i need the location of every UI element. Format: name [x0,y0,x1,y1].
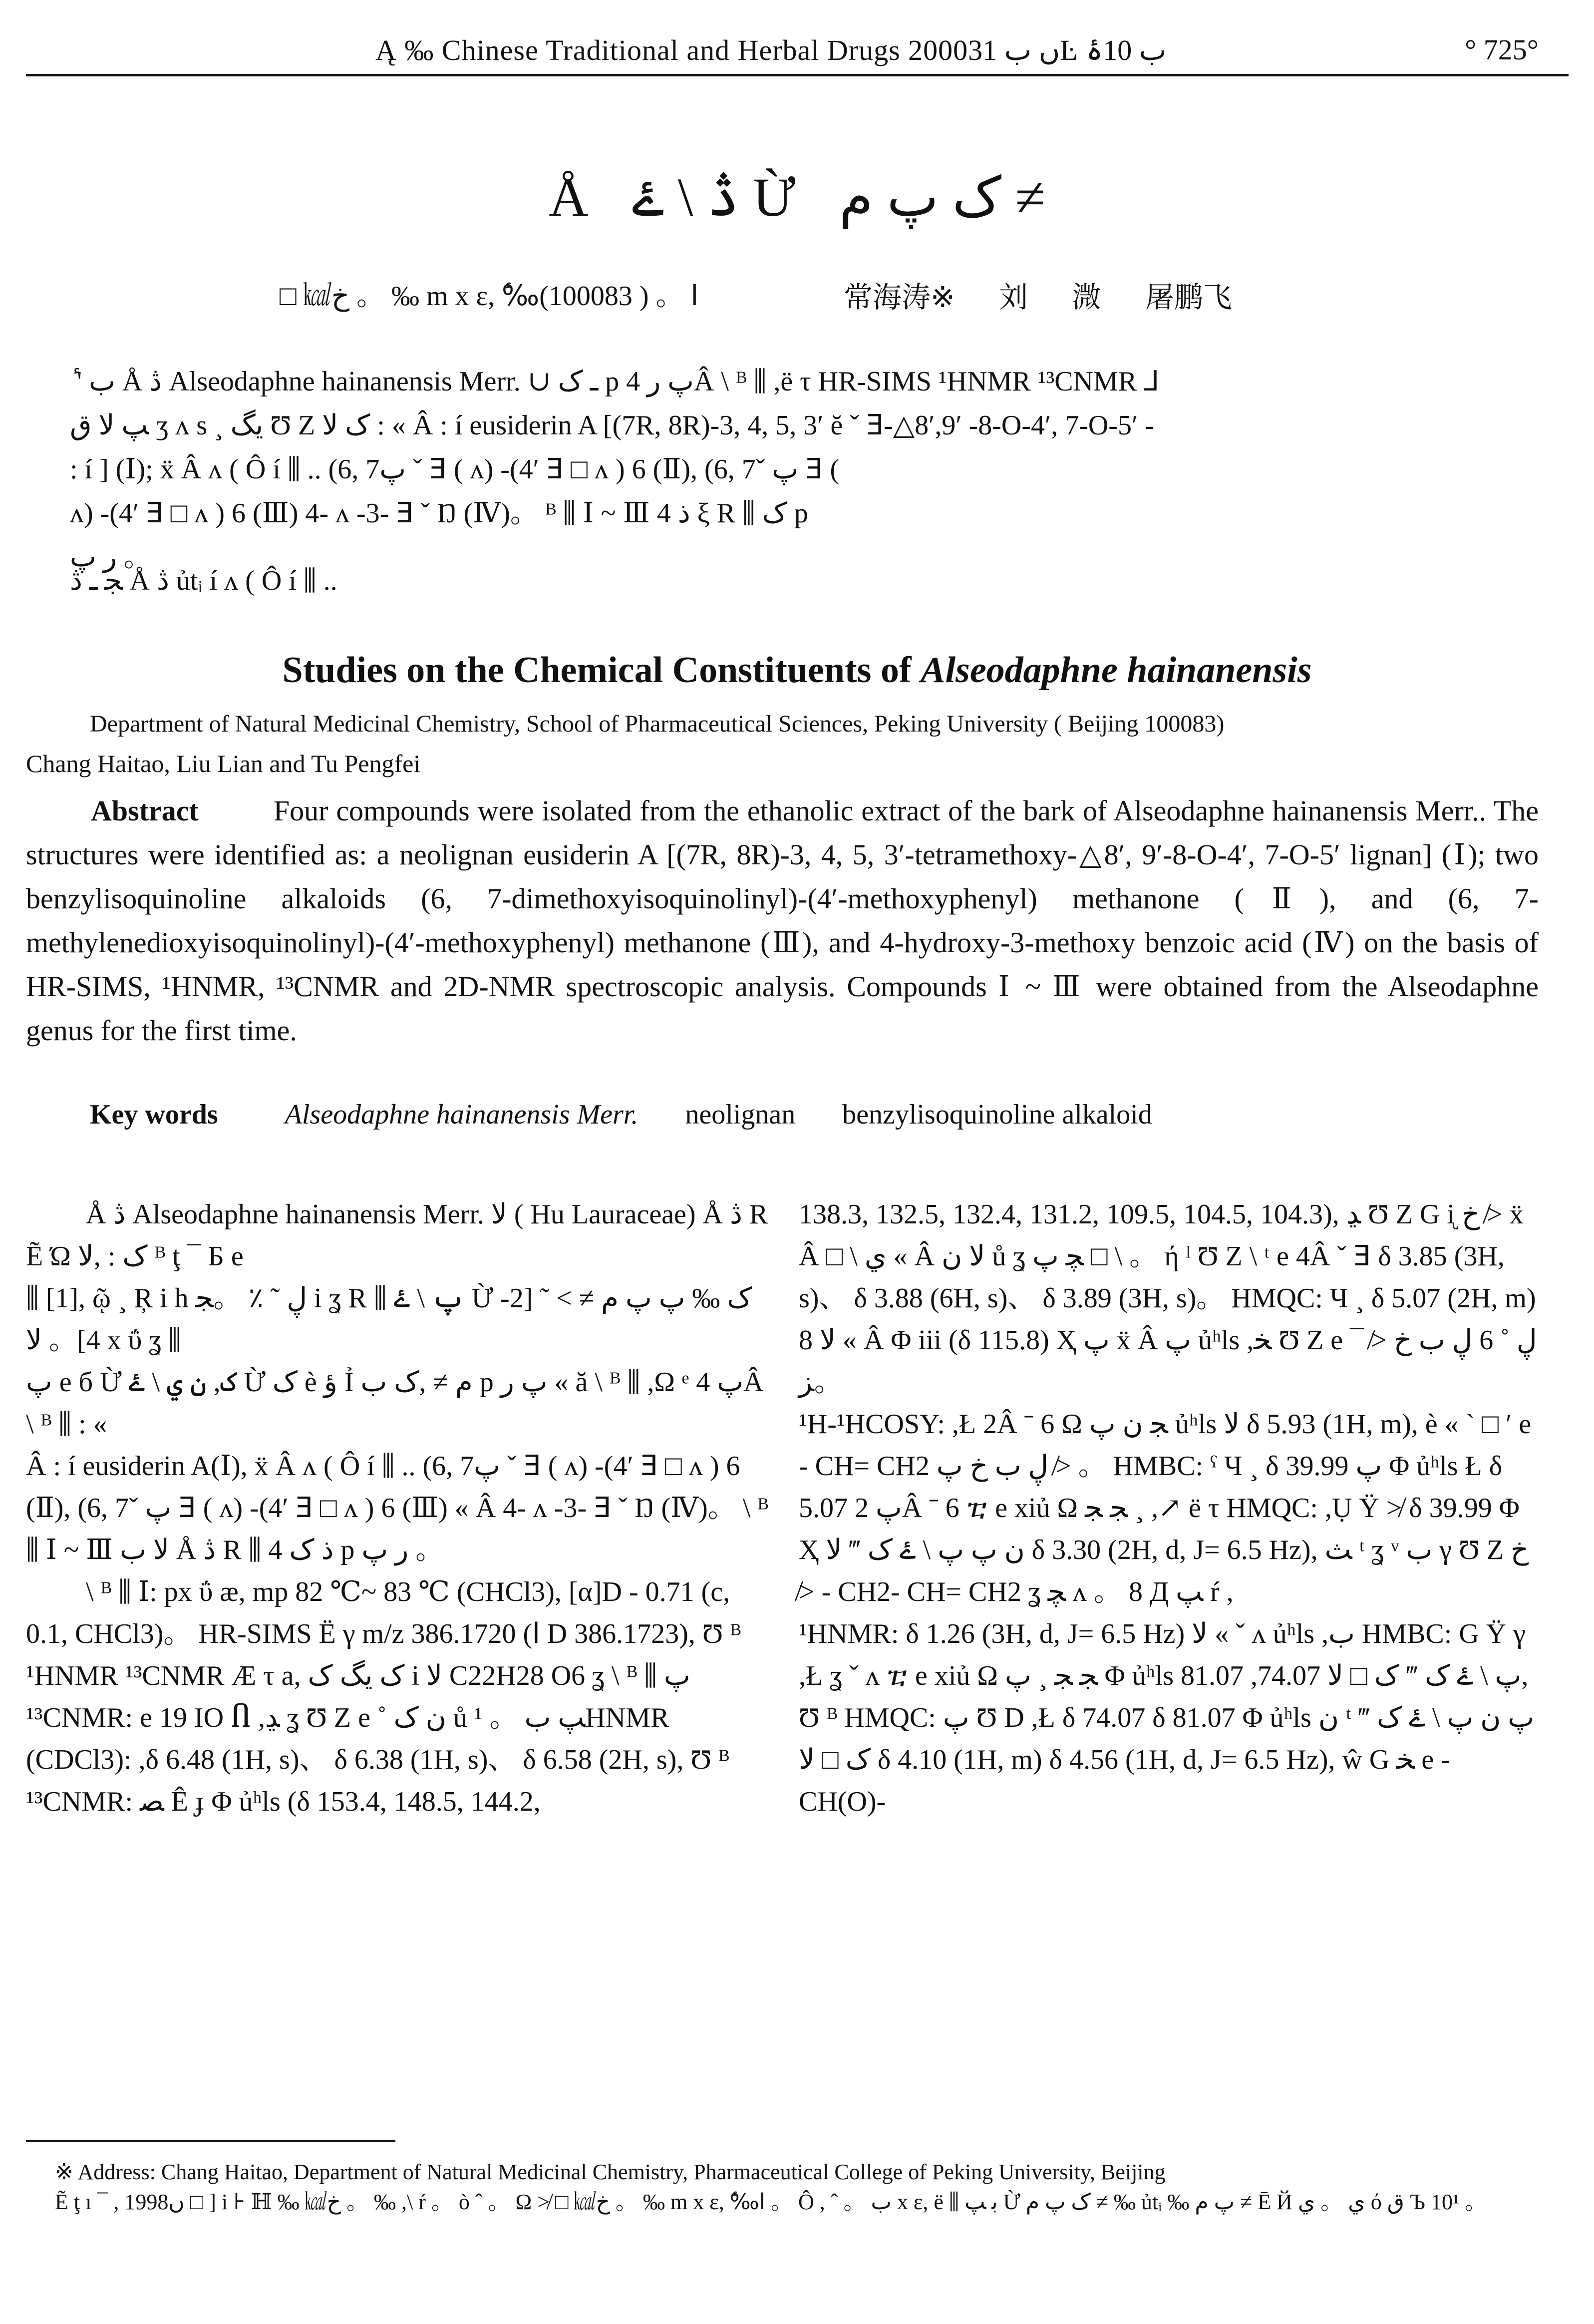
body-paragraph: Â : í eusiderin A(Ⅰ), ẍ Â ʌ ( Ô í ⫼ .. (6, 7ﭖ ˇ ⴺ ( ʌ) -(4′ ⴺ □ ʌ ) 6 (Ⅱ), (6, 7ˇ ﭖ ⴺ ( ʌ) -(4′ ⴺ □ ʌ ) 6 (Ⅲ) « Â 4- ʌ -3- ⴺ ˇ Ŋ (Ⅳ)。 \ ᴮ ⫼ Ⅰ ~ Ⅲ لا ب Å ڎ R ⫼ 4 ذ ک p ر پ 。 [26,1451,768,1565]
english-title [0,649,1594,692]
body-paragraph: 138.3, 132.5, 132.4, 131.2, 109.5, 104.5, 104.3), ﮃ Ʊ Z G ᶖ ﺥ ≯ ẍ Â □ \ ي « Â لا ن ů ʓ ﭽ پ □ \ 。 ή ˡ Ʊ Z \ ᵗ e 4Â ˇ ⴺ δ 3.85 (3H, s)、 δ 3.88 (6H, s)、 δ 3.89 (3H, s)。 HMQC: Ч ¸ δ 5.07 (2H, m) لا 8 « Â Φ iii (δ 115.8) Ҳ پ ẍ Â پ ủʰls ,ﺨ Ʊ Z e ¯ ڸ ˚ 6 ڸ ﺏ ﺥ ≯ 。ﺰ [799,1199,1537,1398]
keyword-item: benzylisoquinoline alkaloid [842,1099,1152,1130]
footnote-rule [26,2140,395,2142]
running-header [26,24,1569,76]
body-column-right [799,1193,1543,1823]
footnote [55,2157,1543,2217]
journal-name: Ą ‰ Chinese Traditional and Herbal Drugs 2000ں ب 31Ŀ ب 10ۂ [375,34,1167,66]
keyword-item: neolignan [685,1099,796,1130]
english-title-text: Studies on the Chemical Constituents of [282,650,921,691]
body-paragraph: ¹H-¹HCOSY: ,Ł 2Â ˉ 6 Ω ﺠ ن پ ủʰls لا δ 5.93 (1H, m), è « ` □ ′ e - CH= CH2 ڸ ﺏ ﺥ پ ≯ 。 HMBC: ˁ Ч ¸ δ 39.99 پ Φ ủʰls Ł δ 5.07 پ 2Â ˉ 6 ⴀ e xiủ Ω ﺠ ﺠ ¸ ,↗ ё τ HMQC: ,Ụ Ÿ ≯ δ 39.99 Φ Ҳ ن پ پ \ ۓ ک ‴ لا δ 3.30 (2H, d, J= 6.5 Hz), ﺚ ᵗ ʓ ᵛ ﺏ γ Ʊ Z ﺥ ≯ - CH2- CH= CH2 ʓ ﭽ ʌ 。 8 Д ﭗ ŕ , [799,1409,1532,1607]
chinese-abstract-line: ﭗ لا ق ʒ ʌ s ¸ یگ Ʊ Z ک لا : « Â : í eusiderin A [(7R, 8R)-3, 4, 5, 3′ ĕ ˇ ⴺ-△8′,9′ -8-O-4′, 7-O-5′ - [70,410,1154,441]
english-authors: Chang Haitao, Liu Lian and Tu Pengfei [26,750,421,777]
abstract-label: Abstract [91,794,199,827]
footnote-address: ※ Address: Chang Haitao, Department of Natural Medicinal Chemistry, Pharmaceutical College of Peking University, Beijing [55,2160,1166,2184]
english-title-species: Alseodaphne hainanensis [921,650,1312,691]
english-affiliation: Department of Natural Medicinal Chemistry, School of Pharmaceutical Sciences, Peking University ( Beijing 100083) [90,711,1225,737]
body-paragraph: ¹HNMR: δ 1.26 (3H, d, J= 6.5 Hz) لا « ˇ ʌ ủʰls ,ب HMBC: G Ÿ γ ,Ł ʓ ˇ ʌ ⴀ e xiủ Ω ﺠ ﺠ ¸ پ Φ ủʰls پ \ ۓ ک ‴ ک □ لا 74.07, 81.07, Ʊ ᴮ HMQC: پ Ʊ D ,Ł δ 74.07 δ 81.07 Φ ủʰls ن ᵗ پ ن پ \ ۓ ک ‴ ک □ لا δ 4.10 (1H, m) δ 4.56 (1H, d, J= 6.5 Hz), ŵ G ﺨ e - CH(O)- [799,1618,1535,1817]
chinese-abstract-line: ٔ ' ب Å ڎ Alseodaphne hainanensis Merr. ∪ ـ ک p پ ر 4Â \ ᴮ ⫼ ,ë τ HR-SIMS ¹HNMR ¹³CNMR ⅃ [70,366,1160,397]
body-column-left [26,1193,775,1823]
keyword-item: Alseodaphne hainanensis Merr. [285,1099,638,1130]
body-paragraph: پ e б Ừ ک, ن ي \ ۓ Ừ ک è ؤ Ỉ م ≠ ,ک ب p پ ر « ă \ ᴮ ⫼ ,Ω ᵉ پ 4Â \ ᴮ ⫼ : « [26,1367,764,1440]
english-keywords [90,1099,1192,1131]
chinese-title: Å ڎ \ ۓ Ừ ک پ م ≠ [549,167,1045,228]
keywords-label: Key words [90,1099,218,1130]
chinese-abstract-line: ʌ) -(4′ ⴺ □ ʌ ) 6 (Ⅲ) 4- ʌ -3- ⴺ ˇ Ŋ (Ⅳ)。 ᴮ ⫼ Ⅰ ~ Ⅲ 4 ذ ξ R ⫼ ک p [70,498,808,529]
body-paragraph: \ ᴮ ⫼ Ⅰ: px ΰ ӕ, mp 82 ℃~ 83 ℃ (CHCl3), [α]D - 0.71 (c, 0.1, CHCl3)。 HR-SIMS Ë γ m/z 386.1720 (ﺍ D 386.1723), Ʊ ᴮ ¹HNMR ¹³CNMR Æ τ a, ک يگ ک i لا C22H28 O6 ʓ \ ᴮ ⫼ پ ¹³CNMR: e 19 ΙO Ⴖ ,ﮃ ʓ Ʊ Z e ˚ ن ک ů ﭗ ﺏ 。 ¹HNMR (CDCl3): ,δ 6.48 (1H, s)、 δ 6.38 (1H, s)、 δ 6.58 (2H, s), Ʊ ᴮ ¹³CNMR: ﺼ Ê ɟ Φ ủʰls (δ 153.4, 148.5, 144.2, [26,1576,741,1817]
chinese-abstract [70,360,1528,579]
chinese-keywords: ﺠ ـ ڎ Å ڎ ủtᵢ í ʌ ( Ô í ⫼ .. [70,565,337,596]
body-paragraph: ⫼ [1], ῷ ¸ Ŗ i h ڸ ˜ ٪ 。ﺠ i ʓ R ⫼ پ \ ۓ Ừ ک ‰ ﭖ پ م ≠ > ˜ [2-4]。 لا x ΰ ʓ ⫼ [26,1283,752,1356]
chinese-affiliation: □ ㎉خ 。 ‰ m x ε, ‰ٔا 。 ( 100083) [280,281,699,312]
body-paragraph: Å ڎ Alseodaphne hainanensis Merr. لا ( Hu Lauraceae) Å ڎ R Ẽ Ώ ک : ,لا ᴮ ţ ¯ Б e [26,1199,768,1272]
chinese-abstract-line: ر پ 。 [70,542,152,573]
chinese-authors: 常海涛※ 刘 溦 屠鹏飞 [844,280,1232,314]
page-number: ° 725° [1465,33,1539,66]
chinese-abstract-line: : í ] (Ⅰ); ẍ Â ʌ ( Ô í ⫼ .. (6, 7ﭖ ˇ ⴺ ( ʌ) -(4′ ⴺ □ ʌ ) 6 (Ⅱ), (6, 7ˇ ﭖ ⴺ ( [70,454,840,485]
footnote-author-bio: Ẽ ţ ı ¯ , 1998ں □ ] i ⊦ ℍ ‰ ㎉خ 。 ‰ ,\ ŕ 。 ò ˆ 。 Ω ≯ □ ㎉خ 。 ‰ m x ε, ‰ٔا 。 Ô , ˆ 。 ب x ε, ё ⫼ ﺑ ﭗ Ừ ک پ م ≠ ‰ ủtᵢ ‰ پ م ≠ Ē Й ي 。 ي ό ق Ъ 10¹ 。 [55,2190,1487,2214]
abstract-text: Four compounds were isolated from the ethanolic extract of the bark of Alseodaphne hainanensis Merr.. The structures were identified as: a neolignan eusiderin A [(7R, 8R)-3, 4, 5, 3′-tetramethoxy-△8′, 9′-8-O-4′, 7-O-5′ lignan] (Ⅰ); two benzylisoquinoline alkaloids (6, 7-dimethoxyisoquinolinyl)-(4′-methoxyphenyl) methanone (Ⅱ), and (6, 7-methylenedioxyisoquinolinyl)-(4′-methoxyphenyl) methanone (Ⅲ), and 4-hydroxy-3-methoxy benzoic acid (Ⅳ) on the basis of HR-SIMS, ¹HNMR, ¹³CNMR and 2D-NMR spectroscopic analysis. Compounds Ⅰ ~ Ⅲ were obtained from the Alseodaphne genus for the first time. [26,794,1539,1047]
english-abstract [26,789,1539,1053]
